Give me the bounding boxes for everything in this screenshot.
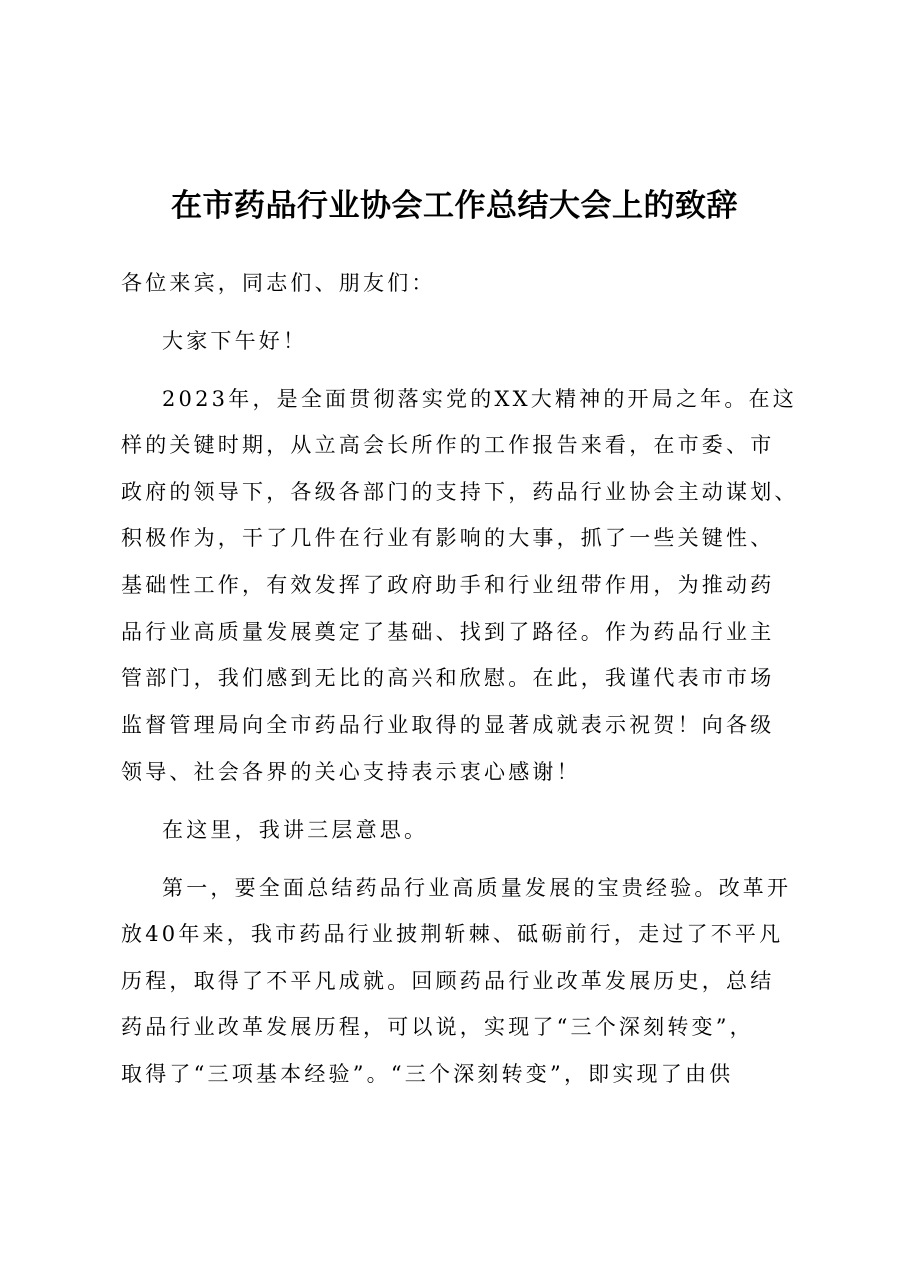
paragraph-1-line-8: 监督管理局向全市药品行业取得的显著成就表示祝贺！向各级 [121,713,775,737]
salutation-line: 各位来宾，同志们、朋友们： [121,271,436,295]
paragraph-3-line-2: 放40年来，我市药品行业披荆斩棘、砥砺前行，走过了不平凡 [121,922,784,946]
paragraph-1-line-4: 积极作为，干了几件在行业有影响的大事，抓了一些关键性、 [121,526,775,550]
paragraph-1-line-5: 基础性工作，有效发挥了政府助手和行业纽带作用，为推动药 [121,573,775,597]
paragraph-1-line-2: 样的关键时期，从立高会长所作的工作报告来看，在市委、市 [121,433,775,457]
paragraph-2-line-1: 在这里，我讲三层意思。 [162,818,429,842]
paragraph-1-line-1: 2023年，是全面贯彻落实党的XX大精神的开局之年。在这 [162,387,797,411]
greeting-line: 大家下午好！ [162,329,308,353]
paragraph-3-line-4: 药品行业改革发展历程，可以说，实现了“三个深刻转变”， [121,1015,754,1039]
paragraph-3-line-3: 历程，取得了不平凡成就。回顾药品行业改革发展历史，总结 [121,969,775,993]
paragraph-1-line-9: 领导、社会各界的关心支持表示衷心感谢！ [121,760,581,784]
paragraph-1-line-3: 政府的领导下，各级各部门的支持下，药品行业协会主动谋划、 [121,480,799,504]
paragraph-1-line-7: 管部门，我们感到无比的高兴和欣慰。在此，我谨代表市市场 [121,666,775,690]
document-title: 在市药品行业协会工作总结大会上的致辞 [171,188,738,224]
paragraph-1-line-6: 品行业高质量发展奠定了基础、找到了路径。作为药品行业主 [121,620,775,644]
paragraph-3-line-1: 第一，要全面总结药品行业高质量发展的宝贵经验。改革开 [162,876,792,900]
paragraph-3-line-5: 取得了“三项基本经验”。“三个深刻转变”，即实现了由供 [121,1062,734,1086]
